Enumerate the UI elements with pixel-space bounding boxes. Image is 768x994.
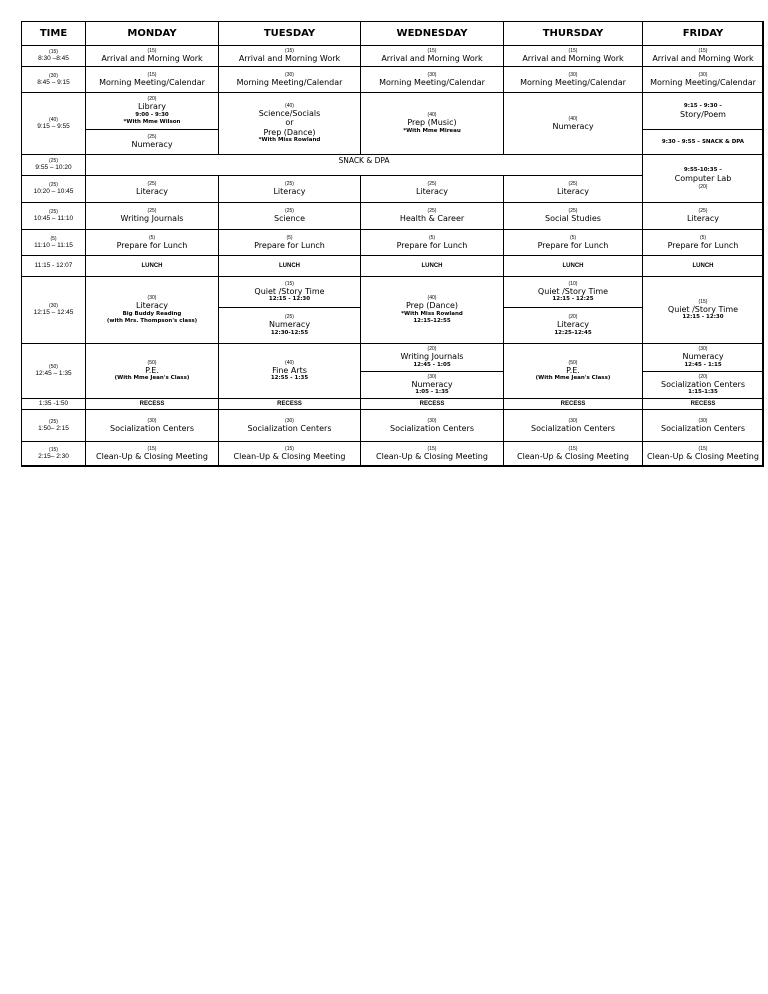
- header-time: [21, 21, 86, 46]
- duration-label: (30): [698, 346, 708, 353]
- duration-label: (50): [49, 364, 58, 370]
- activity-text: 12:45 - 1:05: [413, 361, 451, 368]
- activity-cell: [360, 66, 504, 93]
- duration-label: (20): [568, 314, 578, 321]
- duration-label: (30): [568, 71, 578, 78]
- time-cell: [21, 66, 86, 93]
- activity-cell: [85, 276, 219, 344]
- activity-text: Arrival and Morning Work: [652, 54, 754, 64]
- activity-text: Arrival and Morning Work: [238, 54, 341, 64]
- activity-text: LUNCH: [279, 262, 300, 269]
- activity-text: Socialization Centers: [247, 423, 332, 433]
- activity-cell: [360, 441, 504, 467]
- activity-cell: [218, 441, 361, 467]
- activity-cell: [642, 129, 764, 155]
- duration-label: (30): [147, 295, 157, 302]
- activity-text: Socialization Centers: [530, 423, 615, 433]
- header-friday: [642, 21, 764, 46]
- time-range: 1:50– 2:15: [38, 424, 69, 432]
- activity-text: Prepare for Lunch: [116, 240, 188, 250]
- activity-text: 12:25-12:45: [554, 329, 592, 336]
- duration-label: (25): [568, 181, 578, 188]
- activity-text: Quiet /Story Time: [537, 286, 609, 296]
- activity-text: Literacy: [273, 187, 306, 197]
- duration-label: (30): [427, 417, 437, 424]
- activity-cell: [218, 66, 361, 93]
- activity-text: (With Mme Jean's Class): [114, 375, 190, 382]
- activity-cell: [642, 66, 764, 93]
- header-monday: [85, 21, 219, 46]
- time-cell: [21, 409, 86, 442]
- duration-label: (30): [427, 71, 437, 78]
- duration-label: (15): [147, 446, 157, 453]
- activity-text: LUNCH: [141, 262, 163, 269]
- duration-label: (15): [427, 446, 437, 453]
- activity-cell: [360, 202, 504, 230]
- time-cell: [21, 343, 86, 399]
- activity-text: Morning Meeting/Calendar: [650, 77, 756, 87]
- time-cell: [21, 276, 86, 344]
- activity-text: *With Mme Mireau: [403, 127, 461, 134]
- activity-cell: [360, 255, 504, 277]
- duration-label: (15): [285, 280, 294, 287]
- header-label: THURSDAY: [542, 28, 604, 39]
- activity-cell: [360, 229, 504, 256]
- header-thursday: [503, 21, 643, 46]
- header-wednesday: [360, 21, 504, 46]
- activity-cell: [360, 409, 504, 442]
- activity-text: LUNCH: [692, 262, 714, 269]
- activity-cell: [503, 276, 643, 308]
- activity-text: *With Mme Wilson: [123, 118, 181, 125]
- header-label: MONDAY: [127, 28, 177, 39]
- time-range: 12:45 – 1:35: [35, 370, 72, 377]
- activity-cell: [642, 45, 764, 67]
- activity-text: Morning Meeting/Calendar: [99, 77, 205, 87]
- duration-label: (15): [568, 446, 578, 453]
- activity-text: Literacy: [686, 214, 720, 224]
- header-label: FRIDAY: [682, 28, 724, 39]
- activity-text: Science: [273, 214, 305, 224]
- activity-text: (with Mrs. Thompson's class): [106, 317, 198, 324]
- activity-text: Socialization Centers: [109, 423, 194, 433]
- duration-label: (15): [698, 446, 708, 453]
- activity-text: Clean-Up & Closing Meeting: [376, 452, 488, 462]
- activity-text: Morning Meeting/Calendar: [520, 77, 626, 87]
- activity-text: Writing Journals: [400, 352, 464, 362]
- activity-text: Numeracy: [131, 140, 173, 150]
- activity-cell: [218, 343, 361, 399]
- activity-text: or: [285, 118, 294, 128]
- activity-cell: [503, 229, 643, 256]
- activity-cell: [360, 45, 504, 67]
- duration-label: (20): [427, 346, 437, 353]
- snack-dpa-band: [85, 154, 643, 176]
- activity-cell: [85, 202, 219, 230]
- activity-cell: [642, 276, 764, 344]
- duration-label: (30): [568, 417, 578, 424]
- activity-text: Prep (Music): [407, 118, 457, 128]
- activity-text: Prep (Dance): [263, 127, 316, 137]
- activity-text: 12:15-12:55: [413, 317, 451, 324]
- activity-text: Socialization Centers: [660, 423, 745, 433]
- activity-cell: [503, 45, 643, 67]
- activity-text: Big Buddy Reading: [122, 310, 182, 317]
- duration-label: (40): [49, 116, 58, 123]
- time-range: 2:15– 2:30: [38, 453, 69, 460]
- activity-cell: [85, 441, 219, 467]
- duration-label: (30): [427, 373, 437, 380]
- duration-label: (30): [49, 303, 58, 309]
- activity-text: Clean-Up & Closing Meeting: [96, 452, 208, 462]
- duration-label: (25): [427, 181, 437, 188]
- activity-text: RECESS: [690, 400, 716, 407]
- activity-text: Clean-Up & Closing Meeting: [233, 452, 346, 462]
- activity-text: 1:15-1:35: [688, 389, 718, 396]
- activity-cell: [218, 229, 361, 256]
- activity-text: Clean-Up & Closing Meeting: [647, 452, 759, 462]
- activity-cell: [85, 175, 219, 203]
- activity-cell: [642, 371, 764, 399]
- activity-cell: [218, 202, 361, 230]
- duration-label: (25): [698, 208, 708, 215]
- activity-cell: [503, 343, 643, 399]
- activity-cell: [218, 175, 361, 203]
- duration-label: (5): [286, 234, 293, 241]
- time-range: 9:15 – 9:55: [37, 122, 70, 130]
- activity-text: Story/Poem: [680, 109, 726, 119]
- activity-text: Quiet /Story Time: [254, 286, 325, 296]
- time-cell: [21, 441, 86, 467]
- duration-label: (15): [698, 48, 708, 55]
- activity-cell: [218, 255, 361, 277]
- duration-label: (15): [285, 48, 294, 55]
- activity-text: Arrival and Morning Work: [522, 54, 624, 64]
- activity-text: P.E.: [566, 365, 580, 375]
- activity-text: 12:30-12:55: [270, 329, 309, 336]
- time-range: 1:35 -1:50: [38, 400, 69, 407]
- duration-label: (25): [147, 181, 157, 188]
- activity-text: Prep (Dance): [405, 301, 459, 311]
- activity-text: P.E.: [145, 365, 159, 375]
- activity-cell: [503, 202, 643, 230]
- time-range: 8:30 –8:45: [38, 55, 69, 62]
- activity-text: Social Studies: [545, 214, 601, 224]
- activity-cell: [642, 255, 764, 277]
- duration-label: (25): [49, 209, 58, 215]
- activity-text: 12:45 - 1:15: [684, 361, 722, 368]
- activity-cell: [642, 343, 764, 372]
- duration-label: (25): [49, 182, 58, 188]
- duration-label: (15): [49, 49, 58, 55]
- activity-text: Library: [138, 102, 166, 112]
- duration-label: (20): [698, 373, 708, 380]
- time-cell: [21, 229, 86, 256]
- activity-text: Numeracy: [268, 320, 311, 330]
- activity-text: Numeracy: [411, 379, 453, 389]
- duration-label: (25): [49, 158, 58, 164]
- activity-cell: [642, 441, 764, 467]
- activity-cell: [218, 409, 361, 442]
- activity-text: Morning Meeting/Calendar: [236, 77, 343, 87]
- duration-label: (30): [285, 71, 294, 78]
- duration-label: (50): [147, 359, 157, 366]
- activity-cell: [218, 307, 361, 344]
- duration-label: (5): [569, 234, 577, 241]
- duration-label: (40): [427, 112, 437, 119]
- time-cell: [21, 175, 86, 203]
- duration-label: (30): [698, 71, 708, 78]
- activity-text: Prepare for Lunch: [537, 240, 609, 250]
- weekly-schedule-table: [21, 21, 763, 466]
- activity-cell: [85, 343, 219, 399]
- duration-label: (5): [428, 234, 436, 241]
- duration-label: (25): [285, 314, 294, 321]
- time-cell: [21, 45, 86, 67]
- activity-text: 9:15 - 9:30 –: [683, 102, 723, 109]
- duration-label: (15): [427, 48, 437, 55]
- time-range: 9:55 – 10:20: [35, 164, 72, 171]
- activity-text: Socialization Centers: [389, 423, 474, 433]
- activity-cell: [85, 229, 219, 256]
- activity-cell: [503, 92, 643, 155]
- activity-text: Writing Journals: [120, 214, 184, 224]
- activity-text: *With Miss Rowland: [401, 310, 463, 317]
- activity-text: 12:15 - 12:25: [552, 296, 594, 303]
- time-range: 10:20 – 10:45: [33, 188, 74, 195]
- activity-cell: [85, 255, 219, 277]
- duration-label: (40): [285, 102, 294, 109]
- activity-text: 12:15 - 12:30: [268, 296, 311, 303]
- activity-cell: [642, 154, 764, 203]
- duration-label: (20): [698, 183, 708, 190]
- activity-cell: [503, 66, 643, 93]
- activity-text: RECESS: [419, 400, 445, 407]
- activity-text: Computer Lab: [674, 174, 732, 184]
- duration-label: (5): [148, 234, 156, 241]
- header-tuesday: [218, 21, 361, 46]
- duration-label: (20): [147, 96, 157, 103]
- activity-text: Prepare for Lunch: [254, 240, 325, 250]
- duration-label: (5): [699, 234, 707, 241]
- activity-cell: [642, 229, 764, 256]
- activity-cell: [218, 92, 361, 155]
- time-cell: [21, 202, 86, 230]
- activity-cell: [85, 409, 219, 442]
- activity-text: 9:00 - 9:30: [135, 111, 169, 118]
- activity-text: Literacy: [556, 187, 590, 197]
- time-range: 12:15 – 12:45: [33, 309, 74, 316]
- activity-cell: [503, 175, 643, 203]
- activity-text: LUNCH: [562, 262, 584, 269]
- duration-label: (10): [568, 280, 578, 287]
- duration-label: (30): [698, 417, 708, 424]
- duration-label: (25): [147, 208, 157, 215]
- time-range: 11:15 - 12:07: [34, 262, 73, 269]
- time-range: 11:10 – 11:15: [34, 241, 73, 249]
- duration-label: (25): [427, 208, 437, 215]
- activity-text: Numeracy: [552, 121, 594, 131]
- duration-label: (25): [285, 181, 294, 188]
- activity-cell: [642, 409, 764, 442]
- activity-text: 9:30 - 9:55 – SNACK & DPA: [661, 138, 745, 145]
- activity-text: 12:15 - 12:30: [682, 314, 724, 321]
- activity-cell: [360, 276, 504, 344]
- duration-label: (30): [285, 417, 294, 424]
- activity-text: Socialization Centers: [660, 379, 745, 389]
- activity-cell: [85, 66, 219, 93]
- activity-cell: [360, 343, 504, 372]
- header-label: TUESDAY: [263, 28, 316, 39]
- activity-cell: [85, 45, 219, 67]
- header-label: TIME: [39, 28, 68, 39]
- duration-label: (30): [147, 417, 157, 424]
- duration-label: (5): [50, 235, 57, 242]
- activity-text: Science/Socials: [258, 108, 321, 118]
- time-cell: [21, 92, 86, 155]
- activity-text: Prepare for Lunch: [667, 240, 739, 250]
- activity-text: Prepare for Lunch: [396, 240, 468, 250]
- activity-text: RECESS: [560, 400, 586, 407]
- activity-text: Arrival and Morning Work: [381, 54, 483, 64]
- activity-text: (With Mme Jean's Class): [535, 375, 611, 382]
- activity-text: 12:55 - 1:35: [270, 375, 309, 382]
- duration-label: (40): [568, 115, 578, 122]
- duration-label: (40): [427, 295, 437, 302]
- activity-cell: [85, 129, 219, 155]
- activity-cell: [360, 92, 504, 155]
- activity-cell: [642, 92, 764, 130]
- activity-text: Fine Arts: [272, 365, 307, 375]
- activity-text: RECESS: [139, 400, 165, 407]
- activity-text: Morning Meeting/Calendar: [379, 77, 485, 87]
- activity-cell: [218, 276, 361, 308]
- activity-text: 9:55-10:35 –: [683, 167, 723, 174]
- time-range: 10:45 – 11:10: [33, 215, 74, 222]
- duration-label: (15): [147, 71, 157, 78]
- activity-cell: [503, 307, 643, 344]
- time-cell: [21, 154, 86, 176]
- activity-text: Numeracy: [682, 352, 724, 362]
- activity-cell: [503, 409, 643, 442]
- activity-cell: [360, 175, 504, 203]
- duration-label: (15): [49, 447, 58, 453]
- duration-label: (15): [568, 48, 578, 55]
- snack-dpa-label: SNACK & DPA: [338, 156, 390, 165]
- duration-label: (30): [49, 72, 58, 79]
- activity-text: *With Miss Rowland: [258, 137, 321, 144]
- duration-label: (50): [568, 359, 578, 366]
- activity-text: Literacy: [135, 301, 169, 311]
- duration-label: (25): [147, 134, 157, 141]
- activity-cell: [85, 92, 219, 130]
- activity-text: Arrival and Morning Work: [101, 54, 203, 64]
- time-range: 8:45 – 9:15: [37, 78, 70, 86]
- activity-text: Clean-Up & Closing Meeting: [517, 452, 629, 462]
- activity-text: Quiet /Story Time: [667, 304, 739, 314]
- activity-text: RECESS: [277, 400, 302, 407]
- time-cell: [21, 255, 86, 277]
- duration-label: (25): [49, 418, 58, 425]
- activity-text: Literacy: [135, 187, 169, 197]
- header-label: WEDNESDAY: [396, 28, 468, 39]
- activity-cell: [503, 255, 643, 277]
- activity-text: LUNCH: [421, 262, 443, 269]
- activity-cell: [503, 441, 643, 467]
- activity-cell: [218, 45, 361, 67]
- activity-cell: [642, 202, 764, 230]
- activity-text: Literacy: [556, 320, 590, 330]
- duration-label: (15): [147, 48, 157, 55]
- activity-text: Literacy: [415, 187, 449, 197]
- duration-label: (40): [285, 359, 294, 366]
- activity-text: 1:05 - 1:35: [415, 389, 449, 396]
- duration-label: (25): [285, 208, 294, 215]
- activity-cell: [360, 371, 504, 399]
- duration-label: (15): [285, 446, 294, 453]
- activity-text: Health & Career: [399, 214, 465, 224]
- duration-label: (25): [568, 208, 578, 215]
- duration-label: (15): [698, 298, 708, 305]
